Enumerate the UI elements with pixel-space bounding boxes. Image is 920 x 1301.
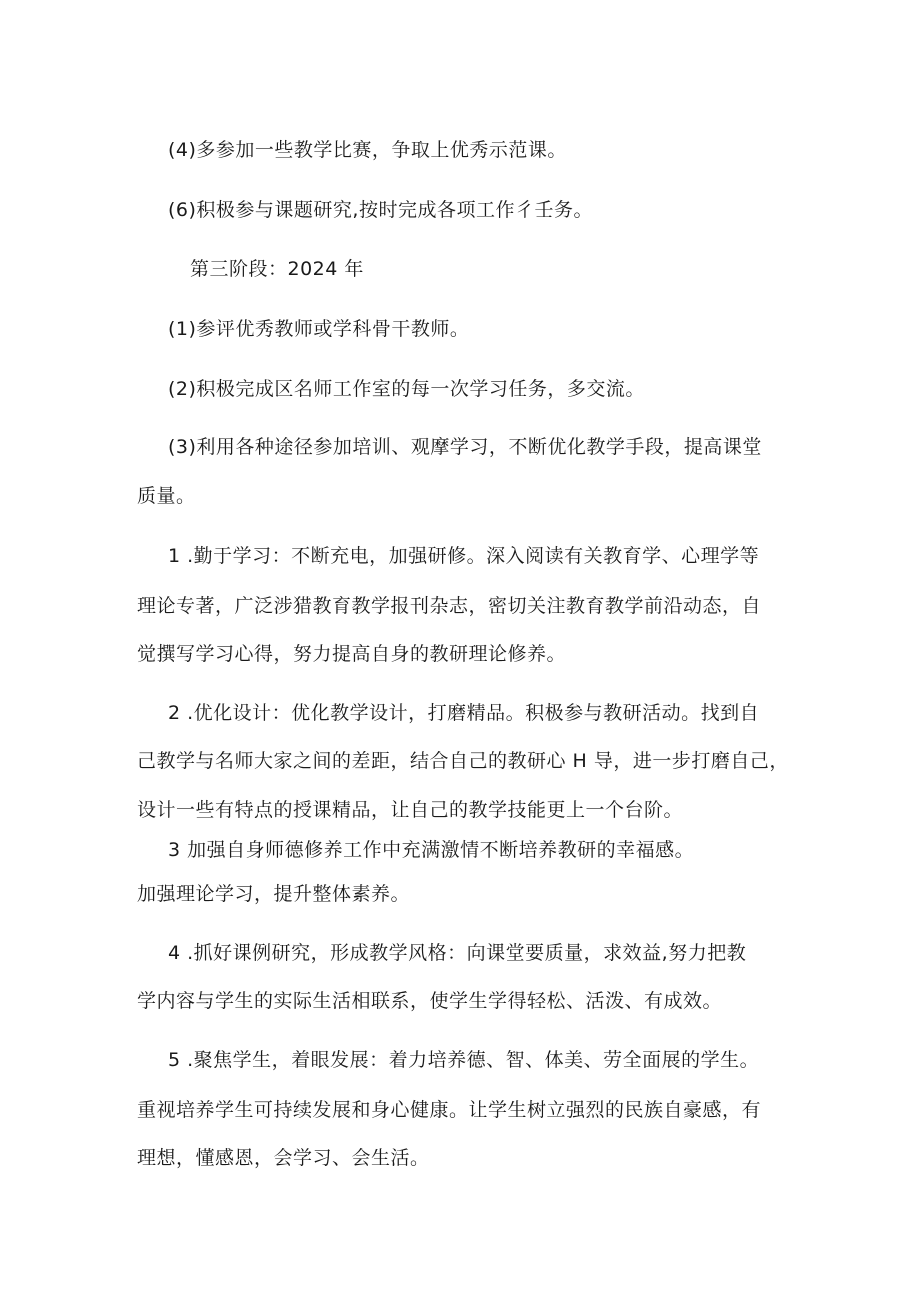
text-line: 4 .抓好课例研究，形成教学风格：向课堂要质量，求效益,努力把教 bbox=[168, 942, 747, 964]
section-heading: 第三阶段：2024 年 bbox=[190, 258, 364, 280]
text-line: 加强理论学习，提升整体素养。 bbox=[137, 883, 411, 905]
text-line: (6)积极参与课题研究,按时完成各项工作彳壬务。 bbox=[168, 199, 593, 221]
text-line: (4)多参加一些教学比赛，争取上优秀示范课。 bbox=[168, 139, 567, 161]
text-line: 5 .聚焦学生，着眼发展：着力培养德、智、体美、劳全面展的学生。 bbox=[168, 1049, 760, 1071]
text-line: 重视培养学生可持续发展和身心健康。让学生树立强烈的民族自豪感，有 bbox=[137, 1099, 762, 1121]
text-line: (3)利用各种途径参加培训、观摩学习，不断优化教学手段，提高课堂 bbox=[168, 436, 762, 458]
text-line: 学内容与学生的实际生活相联系，使学生学得轻松、活泼、有成效。 bbox=[137, 990, 723, 1012]
text-line: 己教学与名师大家之间的差距，结合自己的教研心 H 导，进一步打磨自己， bbox=[137, 750, 789, 772]
text-line: 理论专著，广泛涉猎教育教学报刊杂志，密切关注教育教学前沿动态，自 bbox=[137, 595, 762, 617]
text-line: 3 加强自身师德修养工作中充满激情不断培养教研的幸福感。 bbox=[168, 839, 695, 861]
text-line: 2 .优化设计：优化教学设计，打磨精品。积极参与教研活动。找到自 bbox=[168, 702, 760, 724]
text-line: 理想，懂感恩，会学习、会生活。 bbox=[137, 1147, 430, 1169]
text-line: (1)参评优秀教师或学科骨干教师。 bbox=[168, 318, 470, 340]
text-line: 觉撰写学习心得，努力提高自身的教研理论修养。 bbox=[137, 643, 567, 665]
text-line: 设计一些有特点的授课精品，让自己的教学技能更上一个台阶。 bbox=[137, 799, 684, 821]
text-line: 质量。 bbox=[137, 485, 196, 507]
text-line: 1 .勤于学习：不断充电，加强研修。深入阅读有关教育学、心理学等 bbox=[168, 545, 760, 567]
text-line: (2)积极完成区名师工作室的每一次学习任务，多交流。 bbox=[168, 378, 645, 400]
